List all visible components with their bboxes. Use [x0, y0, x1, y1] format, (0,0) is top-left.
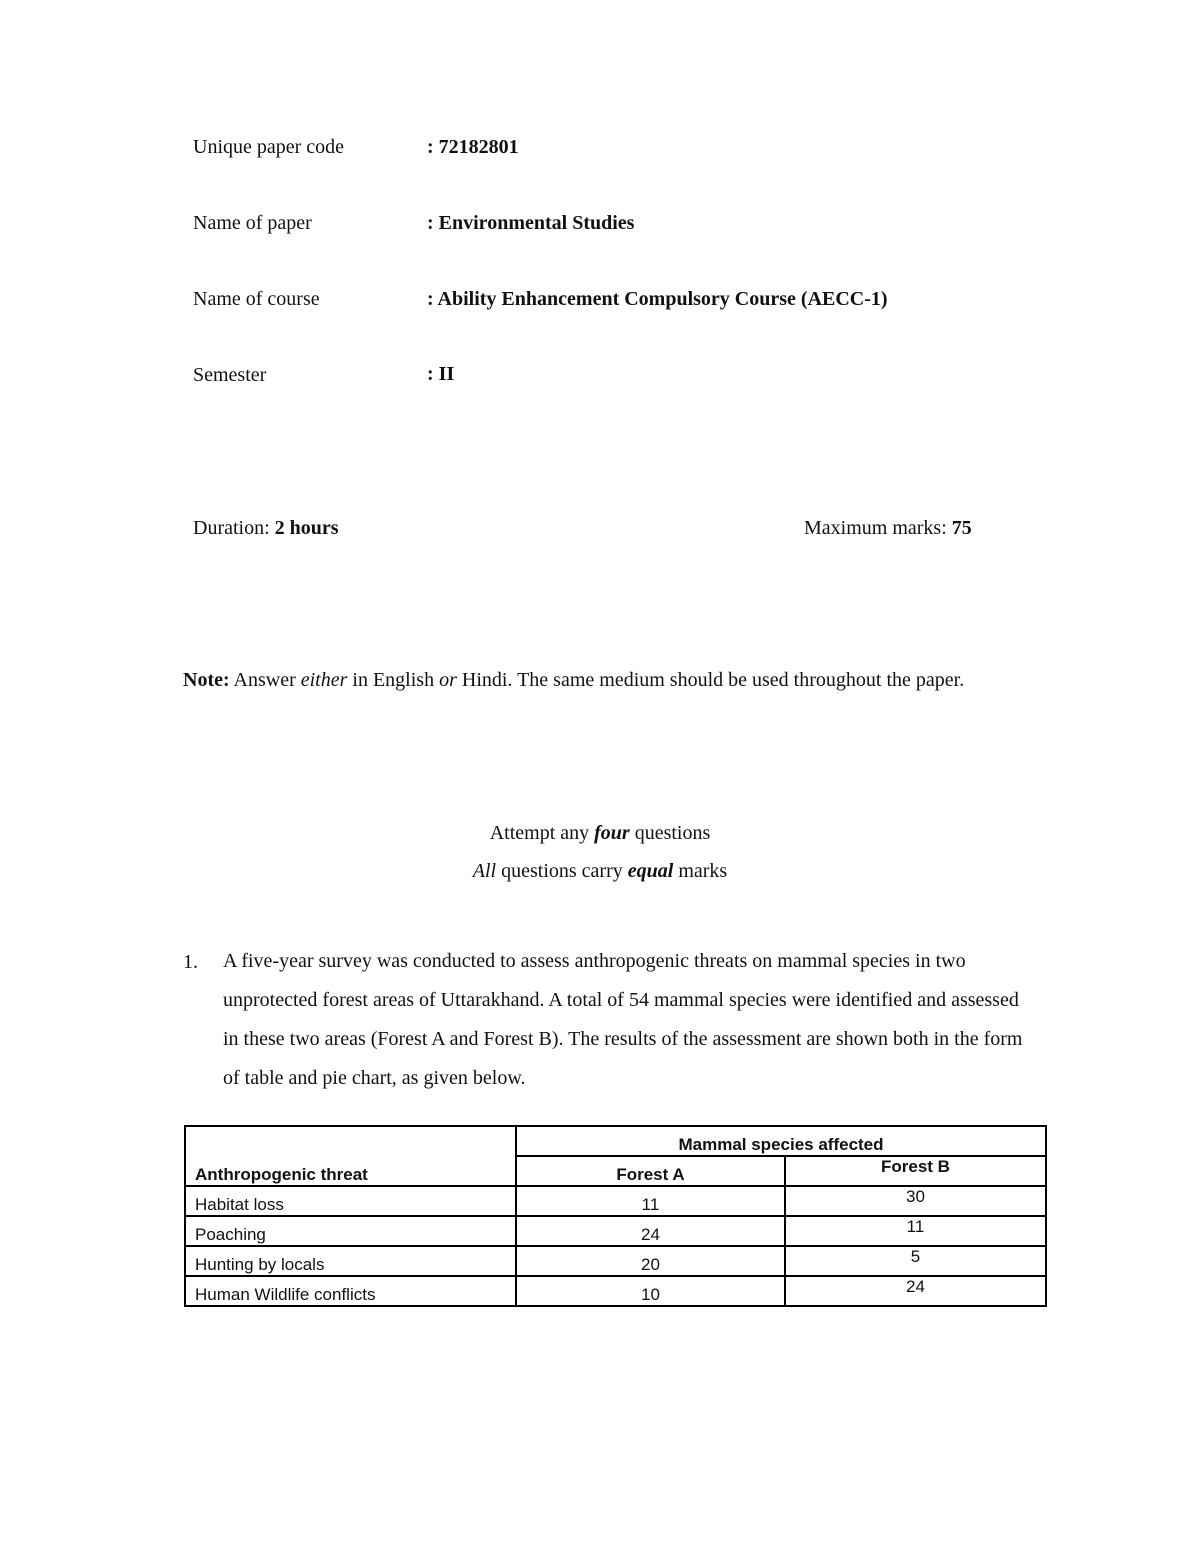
table-row: [185, 1186, 1046, 1216]
note-text-2: in English: [347, 669, 440, 691]
instruction-all: All: [472, 860, 497, 882]
header-forest-a: Forest A: [516, 1156, 785, 1186]
note-either: either: [300, 669, 348, 691]
semester-label: Semester: [193, 364, 267, 386]
instruction-text: questions: [629, 822, 711, 844]
threat-cell: Habitat loss: [185, 1186, 516, 1216]
forest-b-cell: 11: [785, 1216, 1046, 1246]
instruction-text: questions carry: [496, 860, 628, 882]
threat-cell: Poaching: [185, 1216, 516, 1246]
forest-b-cell: 30: [785, 1186, 1046, 1216]
question-number: 1.: [183, 951, 198, 973]
paper-name-label: Name of paper: [193, 212, 312, 234]
course-name-label: Name of course: [193, 288, 320, 310]
instruction-line-2: [0, 861, 1200, 881]
paper-code-label: Unique paper code: [193, 136, 345, 158]
question-text: A five-year survey was conducted to assess anthropogenic threats on mammal species in two unprotected forest areas of Uttarakhand. A total of 54 mammal species were identified and assessed in these two areas (Forest A and Forest B). The results of the assessment are shown both in the form of table and pie chart, as given below.: [223, 950, 1023, 1089]
max-marks-label: Maximum marks:: [804, 517, 952, 539]
threat-cell: Human Wildlife conflicts: [185, 1276, 516, 1306]
instruction-text: Attempt any: [489, 822, 595, 844]
max-marks-value: 75: [951, 517, 972, 539]
forest-a-cell: 10: [516, 1276, 785, 1306]
instruction-text: marks: [673, 860, 728, 882]
forest-a-cell: 11: [516, 1186, 785, 1216]
semester-value: : II: [427, 363, 455, 385]
maximum-marks: [804, 518, 972, 538]
course-name-value: : Ability Enhancement Compulsory Course (AECC-1): [427, 288, 888, 310]
duration-value: 2 hours: [274, 517, 339, 539]
instruction-line-1: [0, 823, 1200, 843]
duration: [193, 518, 339, 538]
paper-code-value: : 72182801: [427, 136, 519, 158]
header-anthropogenic-threat: Anthropogenic threat: [185, 1126, 516, 1186]
note-text-1: Answer: [229, 669, 301, 691]
note-or: or: [439, 669, 457, 691]
forest-b-cell: 5: [785, 1246, 1046, 1276]
instruction-four: four: [594, 822, 630, 844]
forest-a-cell: 24: [516, 1216, 785, 1246]
threats-table: [184, 1125, 1047, 1307]
table-row: [185, 1246, 1046, 1276]
table-header-row: [185, 1126, 1046, 1156]
table-row: [185, 1216, 1046, 1246]
duration-label: Duration:: [193, 517, 275, 539]
forest-b-cell: 24: [785, 1276, 1046, 1306]
forest-a-cell: 20: [516, 1246, 785, 1276]
threat-cell: Hunting by locals: [185, 1246, 516, 1276]
note-text-3: Hindi. The same medium should be used throughout the paper.: [456, 669, 965, 691]
note-paragraph: [183, 661, 1013, 699]
instruction-equal: equal: [627, 860, 674, 882]
note-label: Note:: [183, 669, 230, 691]
header-forest-b: Forest B: [785, 1156, 1046, 1186]
header-mammal-species-affected: Mammal species affected: [516, 1126, 1046, 1156]
paper-name-value: : Environmental Studies: [427, 212, 635, 234]
table-row: [185, 1276, 1046, 1306]
